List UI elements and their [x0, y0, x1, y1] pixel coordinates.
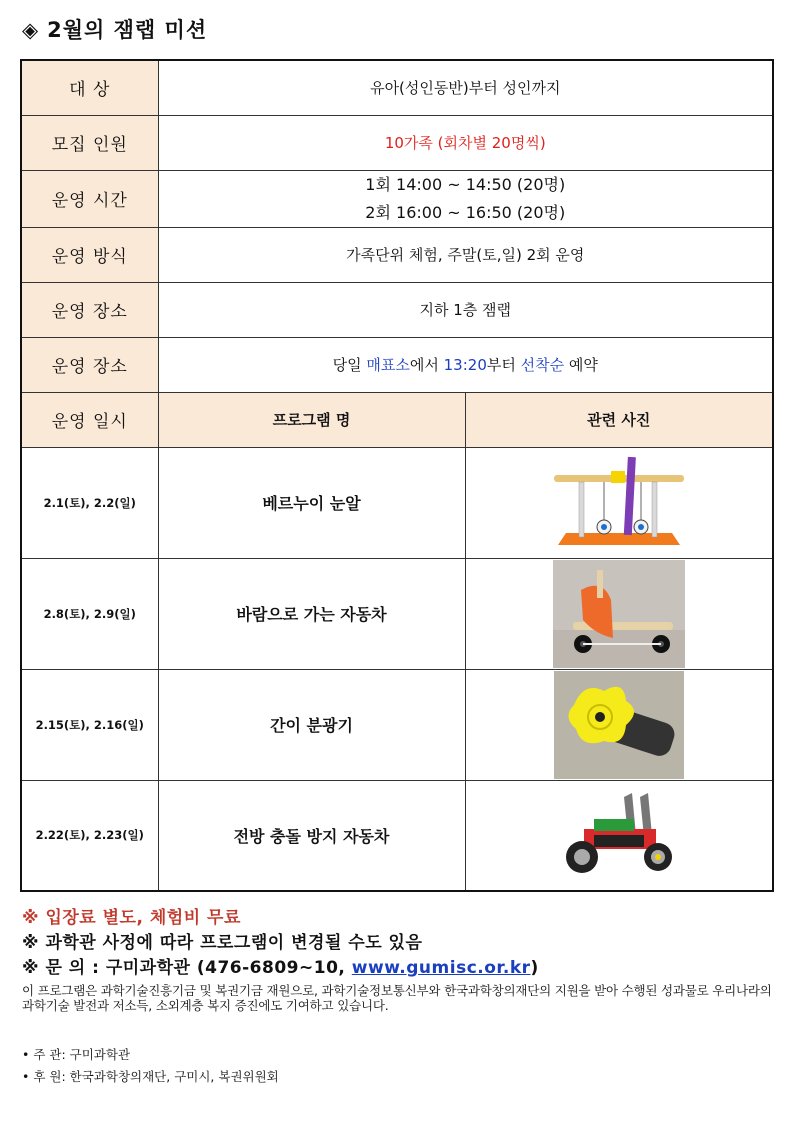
- info-row-time: [21, 170, 773, 227]
- info-row-recruit: [21, 115, 773, 170]
- wind-car-photo: [553, 560, 685, 668]
- schedule-date: 2.15(토), 2.16(일): [21, 669, 158, 780]
- mission-table: [20, 59, 774, 892]
- header-program: 프로그램 명: [158, 392, 465, 447]
- schedule-program: 바람으로 가는 자동차: [158, 558, 465, 669]
- session-2: 2회 16:00 ~ 16:50 (20명): [365, 202, 566, 222]
- row-label: 대 상: [21, 60, 158, 115]
- first-come: 선착순: [520, 356, 565, 374]
- photo-cell: [465, 669, 773, 780]
- photo-cell: [465, 447, 773, 558]
- info-row-target: [21, 60, 773, 115]
- row-value: 가족단위 체험, 주말(토,일) 2회 운영: [158, 227, 773, 282]
- credit-sponsor: • 후 원: 한국과학창의재단, 구미시, 복권위원회: [22, 1069, 279, 1084]
- bernoulli-eyes-photo: [544, 453, 694, 553]
- collision-car-photo: [554, 785, 684, 885]
- page-title: [22, 14, 207, 44]
- schedule-program: 베르누이 눈알: [158, 447, 465, 558]
- schedule-row: [21, 558, 773, 669]
- schedule-row: [21, 669, 773, 780]
- credit-host: • 주 관: 구미과학관: [22, 1047, 131, 1062]
- row-value: 유아(성인동반)부터 성인까지: [158, 60, 773, 115]
- schedule-date: 2.8(토), 2.9(일): [21, 558, 158, 669]
- row-value: 당일 매표소에서 13:20부터 선착순 예약: [158, 337, 773, 392]
- row-value: [158, 170, 773, 227]
- info-row-reservation: [21, 337, 773, 392]
- title-text: 2월의 잼랩 미션: [47, 18, 208, 42]
- row-label: 운영 장소: [21, 337, 158, 392]
- session-1: 1회 14:00 ~ 14:50 (20명): [365, 174, 566, 194]
- schedule-program: 전방 충돌 방지 자동차: [158, 780, 465, 891]
- row-label: 운영 방식: [21, 227, 158, 282]
- photo-cell: [465, 558, 773, 669]
- row-label: 모집 인원: [21, 115, 158, 170]
- note-change: ※ 과학관 사정에 따라 프로그램이 변경될 수도 있음: [22, 933, 423, 953]
- row-label: 운영 시간: [21, 170, 158, 227]
- spectroscope-photo: [554, 671, 684, 779]
- note-admission: ※ 입장료 별도, 체험비 무료: [22, 908, 241, 928]
- website-link[interactable]: www.gumisc.or.kr: [351, 958, 531, 978]
- info-row-method: [21, 227, 773, 282]
- photo-cell: [465, 780, 773, 891]
- credits: [22, 1044, 279, 1088]
- info-row-place: [21, 282, 773, 337]
- row-value: 지하 1층 잼랩: [158, 282, 773, 337]
- schedule-date: 2.22(토), 2.23(일): [21, 780, 158, 891]
- diamond-bullet-icon: ◈: [22, 18, 40, 42]
- row-value: 10가족 (회차별 20명씩): [158, 115, 773, 170]
- schedule-header: [21, 392, 773, 447]
- header-photo: 관련 사진: [465, 392, 773, 447]
- funding-paragraph: 이 프로그램은 과학기술진흥기금 및 복권기금 재원으로, 과학기술정보통신부와 한국과학창의재단의 지원을 받아 수행된 성과물로 우리나라의 과학기술 발전과 저소득, 소외계층 복지 증진에도 기여하고 있습니다.: [22, 983, 772, 1013]
- row-label: 운영 장소: [21, 282, 158, 337]
- reservation-time: 13:20: [443, 356, 487, 374]
- notes-section: [22, 906, 777, 1013]
- ticket-office: 매표소: [366, 356, 410, 374]
- schedule-row: [21, 780, 773, 891]
- schedule-program: 간이 분광기: [158, 669, 465, 780]
- header-date: 운영 일시: [21, 392, 158, 447]
- schedule-date: 2.1(토), 2.2(일): [21, 447, 158, 558]
- note-contact: ※ 문 의 : 구미과학관 (476-6809~10, www.gumisc.or.kr): [22, 958, 539, 978]
- schedule-row: [21, 447, 773, 558]
